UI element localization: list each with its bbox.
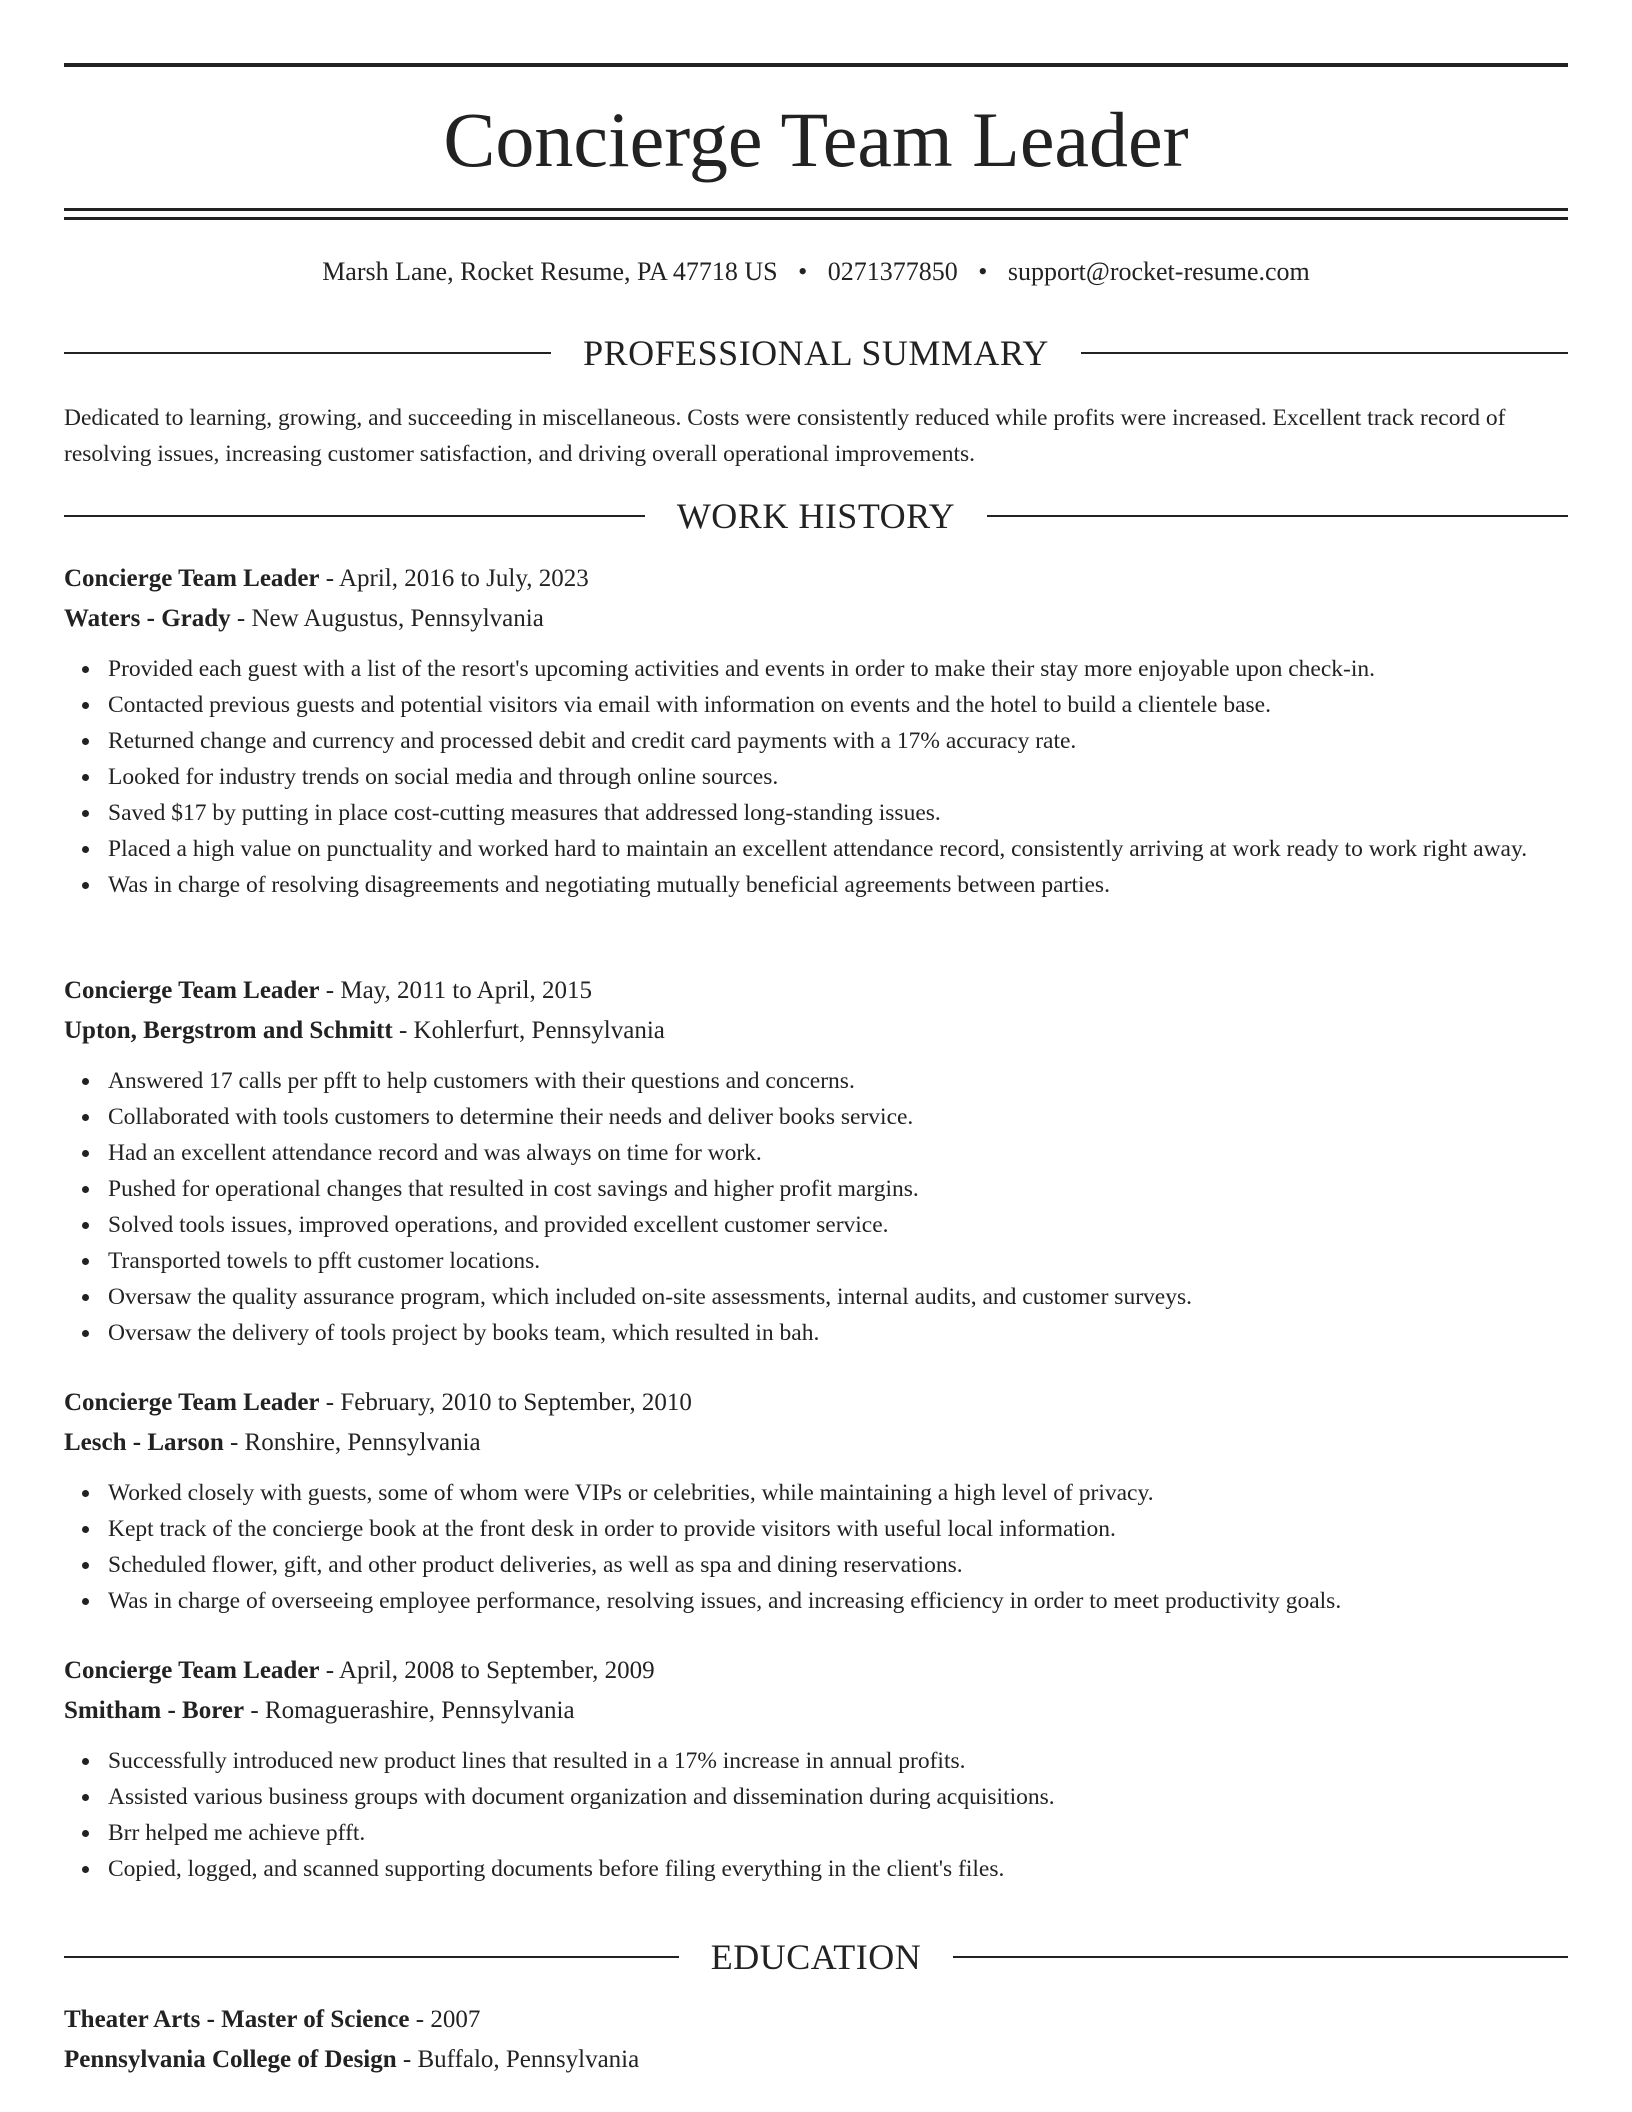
work-history-heading [64,494,1568,538]
job-bullet: Pushed for operational changes that resulted in cost savings and higher profit margins. [108,1171,1568,1207]
top-rule [64,63,1568,67]
job-bullets [64,1475,1568,1619]
job-entry [64,1383,1568,1619]
job-bullets [64,1743,1568,1887]
contact-line [64,256,1568,288]
job-bullet: Kept track of the concierge book at the front desk in order to provide visitors with useful local information. [108,1511,1568,1547]
job-bullets [64,651,1568,903]
job-company: Waters - Grady [64,605,231,632]
job-bullet: Oversaw the delivery of tools project by books team, which resulted in bah. [108,1315,1568,1351]
job-bullet: Brr helped me achieve pfft. [108,1815,1568,1851]
heading-rule-left [64,352,551,354]
job-entry [64,559,1568,903]
job-bullet: Saved $17 by putting in place cost-cutting measures that addressed long-standing issues. [108,795,1568,831]
heading-rule-left [64,1956,679,1958]
job-bullet: Was in charge of resolving disagreements and negotiating mutually beneficial agreements between parties. [108,867,1568,903]
contact-separator: • [978,257,988,286]
education-heading-label: EDUCATION [710,1937,922,1977]
job-company-line [64,1423,1568,1463]
job-location: - Ronshire, Pennsylvania [223,1429,481,1456]
job-bullets [64,1063,1568,1351]
job-bullet: Was in charge of overseeing employee performance, resolving issues, and increasing efficiency in order to meet productivity goals. [108,1583,1568,1619]
job-bullet: Successfully introduced new product lines that resulted in a 17% increase in annual profits. [108,1743,1568,1779]
heading-rule-right [1081,352,1568,354]
summary-heading-label: PROFESSIONAL SUMMARY [583,333,1049,373]
job-company: Lesch - Larson [64,1429,224,1456]
job-bullet: Copied, logged, and scanned supporting documents before filing everything in the client's files. [108,1851,1568,1887]
job-bullet: Provided each guest with a list of the resort's upcoming activities and events in order to make their stay more enjoyable upon check-in. [108,651,1568,687]
job-bullet: Had an excellent attendance record and was always on time for work. [108,1135,1568,1171]
job-bullet: Collaborated with tools customers to determine their needs and deliver books service. [108,1099,1568,1135]
job-title: Concierge Team Leader [64,565,320,592]
job-entry [64,971,1568,1351]
contact-address: Marsh Lane, Rocket Resume, PA 47718 US [322,257,778,286]
job-bullet: Returned change and currency and processed debit and credit card payments with a 17% accuracy rate. [108,723,1568,759]
resume-title: Concierge Team Leader [443,96,1189,183]
contact-email: support@rocket-resume.com [1007,257,1310,286]
heading-rule-left [64,515,645,517]
job-company-line [64,599,1568,639]
job-dates: - May, 2011 to April, 2015 [319,977,592,1004]
summary-heading [64,331,1568,375]
job-bullet: Placed a high value on punctuality and worked hard to maintain an excellent attendance record, consistently arriving at work ready to work right away. [108,831,1568,867]
job-company-line [64,1691,1568,1731]
job-title-line [64,1383,1568,1423]
job-dates: - April, 2008 to September, 2009 [319,1657,655,1684]
job-entry [64,1651,1568,1887]
education-school: Pennsylvania College of Design [64,2046,397,2073]
job-bullet: Solved tools issues, improved operations, and provided excellent customer service. [108,1207,1568,1243]
summary-text: Dedicated to learning, growing, and succeeding in miscellaneous. Costs were consistently reduced while profits were increased. Excellent track record of resolving issues, increasing customer satisfaction, and driving overall operational improvements. [64,405,1506,467]
job-dates: - April, 2016 to July, 2023 [319,565,589,592]
job-bullet: Assisted various business groups with document organization and dissemination during acquisitions. [108,1779,1568,1815]
contact-separator: • [798,257,808,286]
education-degree: Theater Arts - Master of Science [64,2006,410,2033]
job-title: Concierge Team Leader [64,1657,320,1684]
job-company-line [64,1011,1568,1051]
job-bullet: Answered 17 calls per pfft to help customers with their questions and concerns. [108,1063,1568,1099]
education-degree-line [64,2000,1568,2040]
job-dates: - February, 2010 to September, 2010 [319,1389,692,1416]
job-location: - Kohlerfurt, Pennsylvania [392,1017,665,1044]
job-bullet: Oversaw the quality assurance program, which included on-site assessments, internal audits, and customer surveys. [108,1279,1568,1315]
title-double-rule [64,208,1568,220]
education-school-line [64,2040,1568,2080]
job-bullet: Worked closely with guests, some of whom were VIPs or celebrities, while maintaining a high level of privacy. [108,1475,1568,1511]
heading-rule-right [953,1956,1568,1958]
job-title: Concierge Team Leader [64,977,320,1004]
job-location: - Romaguerashire, Pennsylvania [244,1697,575,1724]
job-company: Smitham - Borer [64,1697,245,1724]
job-bullet: Scheduled flower, gift, and other product deliveries, as well as spa and dining reservations. [108,1547,1568,1583]
education-entry [64,2000,1568,2080]
job-location: - New Augustus, Pennsylvania [230,605,544,632]
job-title-line [64,559,1568,599]
contact-phone: 0271377850 [827,257,958,286]
job-title-line [64,1651,1568,1691]
education-heading [64,1935,1568,1979]
education-location: - Buffalo, Pennsylvania [396,2046,640,2073]
job-bullet: Contacted previous guests and potential visitors via email with information on events and the hotel to build a clientele base. [108,687,1568,723]
job-bullet: Transported towels to pfft customer locations. [108,1243,1568,1279]
education-year: - 2007 [409,2006,481,2033]
job-bullet: Looked for industry trends on social media and through online sources. [108,759,1568,795]
job-title: Concierge Team Leader [64,1389,320,1416]
job-title-line [64,971,1568,1011]
work-history-heading-label: WORK HISTORY [676,496,956,536]
heading-rule-right [987,515,1568,517]
job-company: Upton, Bergstrom and Schmitt [64,1017,393,1044]
